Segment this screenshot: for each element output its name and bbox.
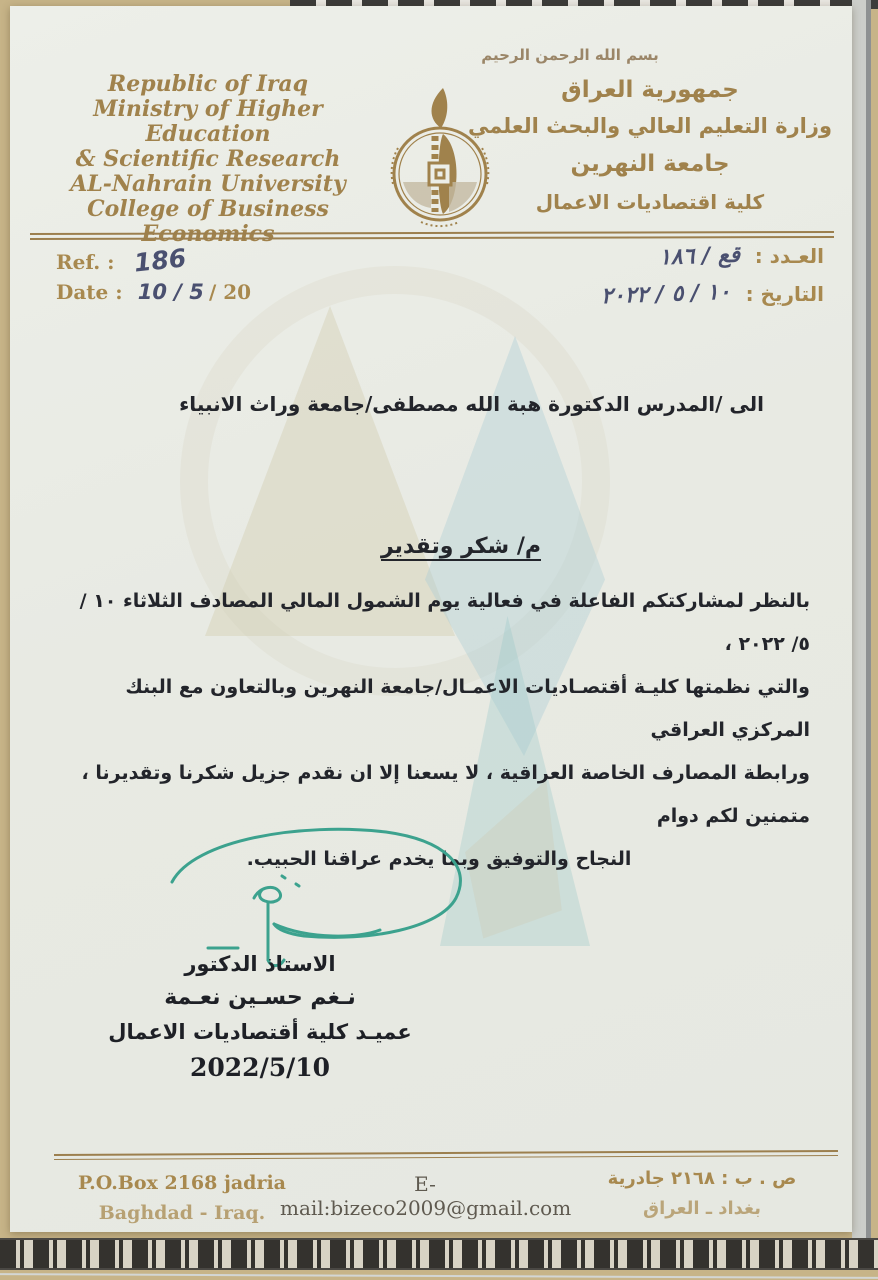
date-handwritten: 10 / 5 [137,280,204,304]
number-value-arabic-handwritten: قع / ١٨٦ [658,242,741,271]
footer-pobox-ar-line: ص . ب : ٢١٦٨ جادرية [607,1168,797,1189]
letterhead-ar-line: وزارة التعليم العالي والبحث العلمي [467,114,833,138]
scan-right-edge [852,0,866,1240]
date-row-arabic [600,279,824,310]
date-value-arabic-handwritten: ١٠ / ٥ / ٢٠٢٢ [600,279,731,310]
letterhead-ar-line: كلية اقتصاديات الاعمال [535,190,765,214]
letterhead-en-line: Republic of Iraq [107,71,309,97]
decorative-border-band [0,1238,878,1270]
body-line: بالنظر لمشاركتكم الفاعلة في فعالية يوم الشمول المالي المصادف الثلاثاء ١٠ / ٥/ ٢٠٢٢ ، [79,590,810,655]
signature-date: 2022/5/10 [189,1053,331,1082]
bismillah-text: بسم الله الرحمن الرحيم [481,46,659,64]
footer-pobox-ar-line: بغداد ـ العراق [643,1198,761,1219]
background-silver-line [0,1273,878,1279]
addressee-line: الى /المدرس الدكتورة هبة الله مصطفى/جامعة وراث الانبياء [179,392,764,416]
signer-position: عميـد كلية أقتصاديات الاعمال [108,1020,412,1044]
letterhead-english [58,72,358,247]
letterhead-en-line: Ministry of Higher Education [93,96,323,147]
date-label-arabic: التاريخ : [745,282,824,306]
footer-divider-rule [54,1150,838,1160]
signer-name: نـغم حسـين نعـمة [164,985,356,1010]
body-line: والتي نظمتها كليـة أقتصـاديات الاعمـال/جامعة النهرين وبالتعاون مع البنك المركزي العراقي [125,676,810,741]
letterhead-en-line: & Scientific Research [75,146,341,172]
date-label: Date : [56,280,123,304]
letterhead-ar-line: جامعة النهرين [570,151,730,177]
number-row-arabic [659,244,824,269]
body-line: ورابطة المصارف الخاصة العراقية ، لا يسعنا إلا ان نقدم جزيل شكرنا وتقديرنا ، متمنين لكم دوام [81,762,810,827]
footer-pobox-arabic [592,1164,812,1224]
header-divider-rule [30,231,834,240]
date-printed-suffix: / 20 [208,280,252,304]
letterhead-arabic [460,72,840,221]
signature-block [80,948,440,1087]
body-line: النجاح والتوفيق وبما يخدم عراقنا الحبيب. [246,848,632,870]
footer-pobox-line: Baghdad - Iraq. [98,1202,266,1224]
subject-line: م/ شكر وتقدير [380,534,541,559]
letterhead-en-line: College of Business [87,196,329,222]
signer-title: الاستاذ الدكتور [184,952,336,976]
number-label-arabic: العـدد : [754,244,824,268]
footer-pobox-english [62,1168,302,1228]
letterhead-en-line: AL-Nahrain University [70,171,346,197]
letterhead-en-line: Economics [141,221,275,247]
letter-page [10,6,852,1232]
ref-label: Ref. : [56,250,115,274]
ref-row [56,243,188,278]
footer-pobox-line: P.O.Box 2168 jadria [78,1172,286,1194]
scan-right-edge-line [866,0,871,1240]
footer-email: E-mail:bizeco2009@gmail.com [280,1172,572,1220]
date-row [56,280,251,304]
letterhead-ar-line: جمهورية العراق [561,77,739,103]
ref-number-handwritten: 186 [132,243,188,278]
